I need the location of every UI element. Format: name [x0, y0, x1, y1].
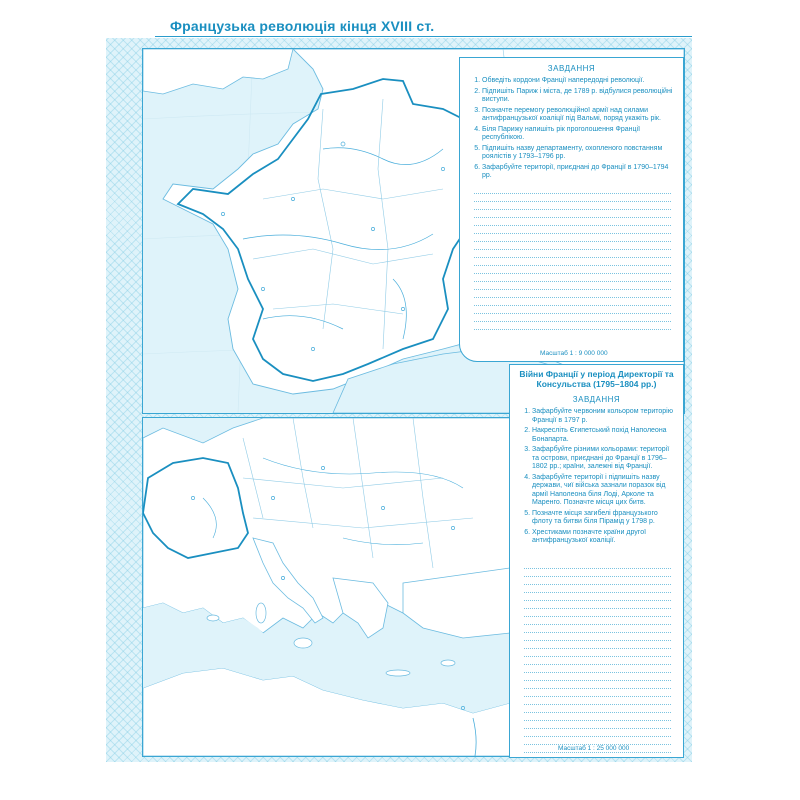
map1-task: 4. Біля Парижу напишіть рік проголошення Франції республікою.: [482, 126, 677, 143]
map1-task: 5. Підпишіть назву департаменту, охопленого повстанням роялістів у 1793–1796 рр.: [482, 145, 677, 162]
map2-task-list: [510, 408, 677, 546]
map2-task: 6. Хрестиками позначте країни другої антифранцузької коаліції.: [532, 529, 677, 546]
map2-answer-lines[interactable]: [524, 561, 671, 753]
europe-map-svg: [143, 418, 510, 756]
page-title: Французька революція кінця XVIII ст.: [170, 18, 435, 34]
map2-task-box: [509, 364, 684, 758]
map2-task: 2. Накресліть Єгипетський похід Наполеона Бонапарта.: [532, 427, 677, 444]
title-underline: [155, 36, 692, 37]
map1-task-box: [459, 57, 684, 362]
map2-task: 5. Позначте місця загибелі французького флоту та битви біля Пірамід у 1798 р.: [532, 510, 677, 527]
map1-scale: Масштаб 1 : 9 000 000: [540, 350, 608, 357]
map2-task: 3. Зафарбуйте різними кольорами: території та острови, приєднані до Франції в 1796–1802 рр.; країни, залежні від Франції.: [532, 446, 677, 472]
map1-task: 2. Підпишіть Париж і міста, де 1789 р. відбулися революційні виступи.: [482, 88, 677, 105]
europe-map: [142, 417, 511, 757]
map2-task: 1. Зафарбуйте червоним кольором територію Франції в 1797 р.: [532, 408, 677, 425]
map1-answer-lines[interactable]: [474, 186, 671, 330]
map2-task-heading: ЗАВДАННЯ: [572, 395, 621, 404]
map2-task: 4. Зафарбуйте території і підпишіть назву держави, чиї війська зазнали поразок від армії Наполеона біля Лоді, Арколе та Маренго. Позначте місця цих битв.: [532, 474, 677, 508]
map1-task-heading: ЗАВДАННЯ: [547, 64, 596, 73]
map2-scale: Масштаб 1 : 25 000 000: [558, 745, 630, 752]
map2-title: Війни Франції у період Директорії та Консульства (1795–1804 рр.): [519, 369, 674, 389]
map1-task: 3. Позначте перемогу революційної армії над силами антифранцузької коаліції під Вальмі, поряд укажіть рік.: [482, 107, 677, 124]
map1-task-list: [460, 77, 677, 181]
map1-task: 1. Обведіть кордони Франції напередодні революції.: [482, 77, 677, 86]
map1-task: 6. Зафарбуйте території, приєднані до Франції в 1790–1794 рр.: [482, 164, 677, 181]
